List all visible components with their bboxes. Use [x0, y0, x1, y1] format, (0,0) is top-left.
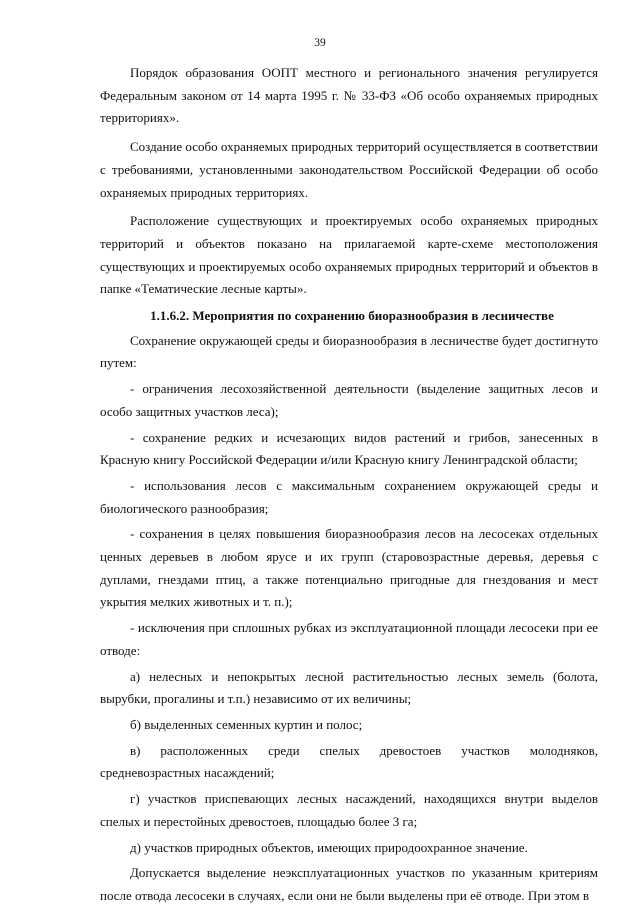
page-number: 39: [314, 37, 326, 49]
sub-item-g: г) участков приспевающих лесных насаждений, находящихся внутри выделов спелых и перестойных древостоев, площадью более 3 га;: [100, 791, 598, 829]
list-item: - ограничения лесохозяйственной деятельности (выделение защитных лесов и особо защитных участков леса);: [100, 381, 598, 419]
paragraph-oopt-location: Расположение существующих и проектируемых особо охраняемых природных территорий и объектов показано на прилагаемой карте-схеме местоположения существующих и проектируемых особо охраняемых природных территорий и объектов в папке «Тематические лесные карты».: [100, 213, 598, 297]
section-heading: 1.1.6.2. Мероприятия по сохранению биоразнообразия в лесничестве: [150, 308, 554, 324]
sub-item-d: д) участков природных объектов, имеющих природоохранное значение.: [130, 839, 528, 855]
document-body: [100, 62, 598, 908]
list-item: - сохранения в целях повышения биоразнообразия лесов на лесосеках отдельных ценных деревьев в любом ярусе и их групп (старовозрастные деревья, деревья с дуплами, гнездами птиц, а также потенциально пригодные для гнездования и мест укрытия мелких животных и т. п.);: [100, 526, 598, 610]
list-item: - исключения при сплошных рубках из эксплуатационной площади лесосеки при ее отводе:: [100, 620, 598, 658]
paragraph-oopt-creation: Создание особо охраняемых природных территорий осуществляется в соответствии с требованиями, установленными законодательством Российской Федерации об особо охраняемых природных территориях.: [100, 139, 598, 200]
list-intro: Сохранение окружающей среды и биоразнообразия в лесничестве будет достигнуто путем:: [100, 332, 598, 371]
list-item: - использования лесов с максимальным сохранением окружающей среды и биологического разнообразия;: [100, 477, 598, 516]
sub-item-v: в) расположенных среди спелых древостоев участков молодняков, средневозрастных насаждений;: [100, 742, 598, 781]
list-item: - сохранение редких и исчезающих видов растений и грибов, занесенных в Красную книгу Российской Федерации и/или Красную книгу Ленинградской области;: [100, 429, 598, 468]
sub-item-b: б) выделенных семенных куртин и полос;: [130, 716, 363, 732]
paragraph-oopt-regulation: Порядок образования ООПТ местного и регионального значения регулируется Федеральным законом от 14 марта 1995 г. № 33-ФЗ «Об особо охраняемых природных территориях».: [100, 65, 598, 126]
sub-item-a: а) нелесных и непокрытых лесной растительностью лесных земель (болота, вырубки, прогалины и т.п.) независимо от их величины;: [100, 668, 598, 707]
paragraph-exception: Допускается выделение неэксплуатационных участков по указанным критериям после отвода лесосеки в случаях, если они не были выделены при её отводе. При этом в: [100, 865, 598, 903]
